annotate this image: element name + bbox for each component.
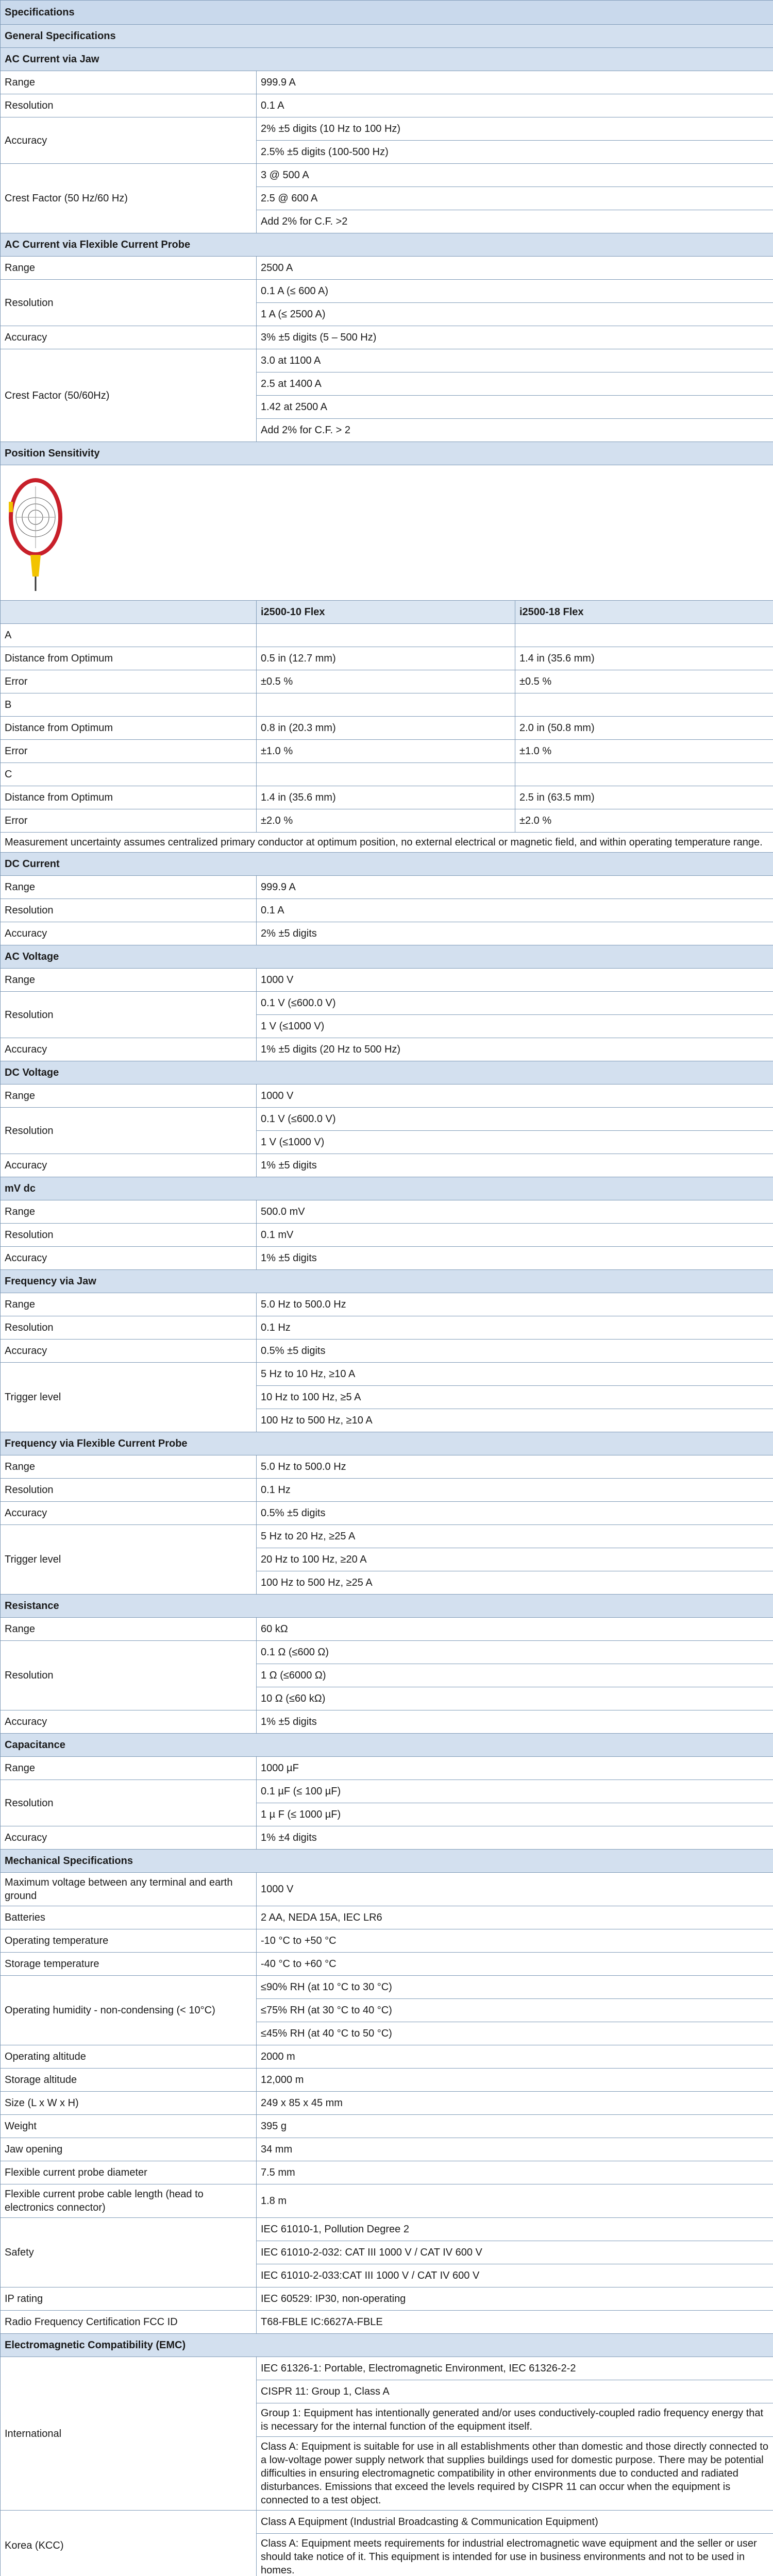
- spec-label: Flexible current probe diameter: [1, 2161, 257, 2184]
- spec-value: Group 1: Equipment has intentionally generated and/or uses conductively-coupled radio frequency energy that is necessary for the internal function of the equipment itself.: [257, 2403, 773, 2437]
- spec-row: [1, 71, 773, 94]
- zone-label: B: [1, 693, 257, 717]
- spec-row: [1, 876, 773, 899]
- spec-label: Accuracy: [1, 1502, 257, 1525]
- spec-row: [1, 1316, 773, 1340]
- spec-value: 1% ±5 digits: [257, 1710, 773, 1734]
- spec-label: Korea (KCC): [1, 2511, 257, 2576]
- spec-value: 0.1 Hz: [257, 1316, 773, 1340]
- spec-row: [1, 2511, 773, 2534]
- spec-label: Accuracy: [1, 1247, 257, 1270]
- spec-label: Weight: [1, 2115, 257, 2138]
- section-header: Position Sensitivity: [1, 442, 773, 465]
- spec-value: ±0.5 %: [515, 670, 773, 693]
- spec-row: [1, 2218, 773, 2241]
- spec-value: -40 °C to +60 °C: [257, 1953, 773, 1976]
- spec-value: ±2.0 %: [257, 809, 515, 833]
- spec-value: 1% ±4 digits: [257, 1826, 773, 1850]
- section-header: AC Voltage: [1, 945, 773, 969]
- section-header: DC Voltage: [1, 1061, 773, 1084]
- section-header: Capacitance: [1, 1734, 773, 1757]
- spec-value: 2% ±5 digits: [257, 922, 773, 945]
- section-header: Electromagnetic Compatibility (EMC): [1, 2334, 773, 2357]
- spec-label: Range: [1, 1618, 257, 1641]
- spec-label: Range: [1, 1293, 257, 1316]
- spec-row: [1, 1618, 773, 1641]
- spec-value: 999.9 A: [257, 71, 773, 94]
- spec-row: [1, 1038, 773, 1061]
- spec-row: [1, 2092, 773, 2115]
- spec-row: [1, 1976, 773, 1999]
- spec-label: Safety: [1, 2218, 257, 2287]
- spec-label: Resolution: [1, 280, 257, 326]
- spec-value: 1000 V: [257, 1084, 773, 1108]
- spec-label: Crest Factor (50 Hz/60 Hz): [1, 164, 257, 233]
- spec-label: Accuracy: [1, 326, 257, 349]
- spec-value: 500.0 mV: [257, 1200, 773, 1224]
- empty-cell: [257, 763, 515, 786]
- spec-value: ≤45% RH (at 40 °C to 50 °C): [257, 2022, 773, 2045]
- spec-value: 20 Hz to 100 Hz, ≥20 A: [257, 1548, 773, 1571]
- spec-value: 1.8 m: [257, 2184, 773, 2218]
- spec-row: [1, 1340, 773, 1363]
- spec-value: 0.1 A: [257, 899, 773, 922]
- spec-value: 1 A (≤ 2500 A): [257, 303, 773, 326]
- spec-row: [1, 1479, 773, 1502]
- spec-value: 5 Hz to 20 Hz, ≥25 A: [257, 1525, 773, 1548]
- spec-row: [1, 2311, 773, 2334]
- spec-row: [1, 2357, 773, 2380]
- spec-value: 34 mm: [257, 2138, 773, 2161]
- spec-value: 5 Hz to 10 Hz, ≥10 A: [257, 1363, 773, 1386]
- spec-label: International: [1, 2357, 257, 2511]
- spec-label: Range: [1, 969, 257, 992]
- spec-label: Operating humidity - non-condensing (< 10°C): [1, 1976, 257, 2045]
- spec-label: Resolution: [1, 1316, 257, 1340]
- section-header: Frequency via Jaw: [1, 1270, 773, 1293]
- spec-row: [1, 1953, 773, 1976]
- spec-value: 0.5% ±5 digits: [257, 1340, 773, 1363]
- spec-label: Resolution: [1, 1641, 257, 1710]
- spec-row: [1, 922, 773, 945]
- section-header: DC Current: [1, 853, 773, 876]
- spec-label: Resolution: [1, 899, 257, 922]
- spec-value: 0.1 V (≤600.0 V): [257, 992, 773, 1015]
- spec-value: 7.5 mm: [257, 2161, 773, 2184]
- spec-row: [1, 326, 773, 349]
- spec-value: 3 @ 500 A: [257, 164, 773, 187]
- spec-value: 2.5 at 1400 A: [257, 372, 773, 396]
- spec-value: ≤90% RH (at 10 °C to 30 °C): [257, 1976, 773, 1999]
- spec-label: Range: [1, 876, 257, 899]
- spec-value: 0.5 in (12.7 mm): [257, 647, 515, 670]
- spec-value: ≤75% RH (at 30 °C to 40 °C): [257, 1999, 773, 2022]
- spec-label: Accuracy: [1, 117, 257, 164]
- spec-value: 0.1 Hz: [257, 1479, 773, 1502]
- section-header: Resistance: [1, 1595, 773, 1618]
- spec-row: [1, 1108, 773, 1131]
- spec-row: [1, 1084, 773, 1108]
- spec-value: 1.42 at 2500 A: [257, 396, 773, 419]
- spec-value: Add 2% for C.F. > 2: [257, 419, 773, 442]
- spec-row: [1, 2045, 773, 2069]
- spec-label: Accuracy: [1, 1826, 257, 1850]
- spec-value: 60 kΩ: [257, 1618, 773, 1641]
- spec-label: Range: [1, 1200, 257, 1224]
- table-title: Specifications: [1, 1, 773, 25]
- empty-cell: [515, 763, 773, 786]
- spec-value: 2 AA, NEDA 15A, IEC LR6: [257, 1906, 773, 1929]
- column-header: i2500-10 Flex: [257, 601, 515, 624]
- spec-row: [1, 1710, 773, 1734]
- spec-value: 3.0 at 1100 A: [257, 349, 773, 372]
- spec-value: 1 Ω (≤6000 Ω): [257, 1664, 773, 1687]
- spec-value: IEC 61326-1: Portable, Electromagnetic Environment, IEC 61326-2-2: [257, 2357, 773, 2380]
- spec-row: [1, 1641, 773, 1664]
- spec-label: Range: [1, 1084, 257, 1108]
- spec-value: 1000 V: [257, 1873, 773, 1906]
- spec-value: 1000 µF: [257, 1757, 773, 1780]
- spec-value: Class A: Equipment is suitable for use in all establishments other than domestic and those directly connected to a low-voltage power supply network that supplies buildings used for domestic purpose. There may be potential difficulties in ensuring electromagnetic compatibility in other environments due to conducted and radiated disturbances. Emissions that exceed the levels required by CISPR 11 can occur when the equipment is connected to a test object.: [257, 2437, 773, 2511]
- spec-label: Maximum voltage between any terminal and earth ground: [1, 1873, 257, 1906]
- spec-label: Distance from Optimum: [1, 786, 257, 809]
- spec-label: Resolution: [1, 94, 257, 117]
- spec-label: Distance from Optimum: [1, 647, 257, 670]
- spec-label: Error: [1, 740, 257, 763]
- spec-label: Resolution: [1, 1479, 257, 1502]
- spec-label: Accuracy: [1, 1340, 257, 1363]
- spec-label: Crest Factor (50/60Hz): [1, 349, 257, 442]
- spec-row: [1, 1780, 773, 1803]
- spec-row: [1, 1929, 773, 1953]
- spec-label: Accuracy: [1, 1038, 257, 1061]
- spec-value: 1 µ F (≤ 1000 µF): [257, 1803, 773, 1826]
- spec-value: 0.1 Ω (≤600 Ω): [257, 1641, 773, 1664]
- spec-value: 5.0 Hz to 500.0 Hz: [257, 1455, 773, 1479]
- spec-value: 100 Hz to 500 Hz, ≥25 A: [257, 1571, 773, 1595]
- spec-value: 1000 V: [257, 969, 773, 992]
- spec-row: [1, 1293, 773, 1316]
- spec-row: [1, 349, 773, 372]
- spec-value: 1 V (≤1000 V): [257, 1131, 773, 1154]
- spec-label: Batteries: [1, 1906, 257, 1929]
- spec-label: Range: [1, 71, 257, 94]
- spec-value: T68-FBLE IC:6627A-FBLE: [257, 2311, 773, 2334]
- spec-row: [1, 2161, 773, 2184]
- spec-value: IEC 61010-1, Pollution Degree 2: [257, 2218, 773, 2241]
- spec-label: Distance from Optimum: [1, 717, 257, 740]
- spec-row: [1, 1826, 773, 1850]
- spec-value: ±1.0 %: [515, 740, 773, 763]
- spec-row: [1, 1455, 773, 1479]
- spec-label: Radio Frequency Certification FCC ID: [1, 2311, 257, 2334]
- section-header: Mechanical Specifications: [1, 1850, 773, 1873]
- spec-label: Trigger level: [1, 1525, 257, 1595]
- spec-value: 0.5% ±5 digits: [257, 1502, 773, 1525]
- empty-cell: [515, 624, 773, 647]
- spec-row: [1, 1247, 773, 1270]
- spec-label: Operating temperature: [1, 1929, 257, 1953]
- spec-value: 2.5% ±5 digits (100-500 Hz): [257, 141, 773, 164]
- probe-head: [9, 478, 62, 556]
- spec-value: 5.0 Hz to 500.0 Hz: [257, 1293, 773, 1316]
- spec-row: [1, 1224, 773, 1247]
- spec-value: ±0.5 %: [257, 670, 515, 693]
- spec-label: Operating altitude: [1, 2045, 257, 2069]
- spec-row: [1, 899, 773, 922]
- spec-value: CISPR 11: Group 1, Class A: [257, 2380, 773, 2403]
- spec-value: 0.1 A: [257, 94, 773, 117]
- probe-handle: [30, 555, 41, 577]
- spec-label: Trigger level: [1, 1363, 257, 1432]
- spec-value: 999.9 A: [257, 876, 773, 899]
- spec-row: [1, 1200, 773, 1224]
- spec-row: [1, 1502, 773, 1525]
- spec-row: [1, 94, 773, 117]
- spec-label: Range: [1, 1757, 257, 1780]
- spec-label: Resolution: [1, 1780, 257, 1826]
- spec-value: -10 °C to +50 °C: [257, 1929, 773, 1953]
- spec-label: Error: [1, 809, 257, 833]
- spec-value: ±1.0 %: [257, 740, 515, 763]
- section-header: Frequency via Flexible Current Probe: [1, 1432, 773, 1455]
- spec-value: 1 V (≤1000 V): [257, 1015, 773, 1038]
- spec-row: [1, 1906, 773, 1929]
- empty-cell: [257, 624, 515, 647]
- spec-label: Accuracy: [1, 1710, 257, 1734]
- spec-label: Accuracy: [1, 1154, 257, 1177]
- spec-row: [1, 117, 773, 141]
- spec-row: [1, 2138, 773, 2161]
- spec-label: Error: [1, 670, 257, 693]
- blank-header: [1, 601, 257, 624]
- spec-label: Storage temperature: [1, 1953, 257, 1976]
- spec-label: IP rating: [1, 2287, 257, 2311]
- spec-value: Class A Equipment (Industrial Broadcasting & Communication Equipment): [257, 2511, 773, 2534]
- spec-label: Range: [1, 1455, 257, 1479]
- spec-value: 0.1 V (≤600.0 V): [257, 1108, 773, 1131]
- probe-diagram-cell: [1, 465, 773, 601]
- spec-row: [1, 2115, 773, 2138]
- spec-row: [1, 164, 773, 187]
- spec-value: 0.1 µF (≤ 100 µF): [257, 1780, 773, 1803]
- spec-row: [1, 992, 773, 1015]
- flexible-probe-position-icon: [5, 473, 72, 592]
- probe-latch: [9, 502, 13, 512]
- spec-value: 100 Hz to 500 Hz, ≥10 A: [257, 1409, 773, 1432]
- spec-value: 2.5 in (63.5 mm): [515, 786, 773, 809]
- spec-value: 2.5 @ 600 A: [257, 187, 773, 210]
- spec-value: 2000 m: [257, 2045, 773, 2069]
- spec-value: 3% ±5 digits (5 – 500 Hz): [257, 326, 773, 349]
- spec-value: Add 2% for C.F. >2: [257, 210, 773, 233]
- section-header: AC Current via Flexible Current Probe: [1, 233, 773, 257]
- empty-cell: [257, 693, 515, 717]
- zone-label: C: [1, 763, 257, 786]
- spec-row: [1, 2069, 773, 2092]
- spec-value: 1.4 in (35.6 mm): [515, 647, 773, 670]
- spec-value: 2500 A: [257, 257, 773, 280]
- spec-label: Resolution: [1, 1224, 257, 1247]
- spec-row: [1, 1873, 773, 1906]
- column-header: i2500-18 Flex: [515, 601, 773, 624]
- empty-cell: [515, 693, 773, 717]
- spec-value: 0.1 A (≤ 600 A): [257, 280, 773, 303]
- section-header: AC Current via Jaw: [1, 48, 773, 71]
- spec-label: Jaw opening: [1, 2138, 257, 2161]
- spec-value: Class A: Equipment meets requirements for industrial electromagnetic wave equipment and the seller or user should take notice of it. This equipment is intended for use in business environments and not to be used in homes.: [257, 2534, 773, 2576]
- spec-value: IEC 61010-2-033:CAT III 1000 V / CAT IV 600 V: [257, 2264, 773, 2287]
- spec-value: 1.4 in (35.6 mm): [257, 786, 515, 809]
- spec-value: 10 Ω (≤60 kΩ): [257, 1687, 773, 1710]
- spec-value: 1% ±5 digits: [257, 1247, 773, 1270]
- spec-row: [1, 969, 773, 992]
- spec-row: [1, 2184, 773, 2218]
- spec-value: 2% ±5 digits (10 Hz to 100 Hz): [257, 117, 773, 141]
- spec-value: 1% ±5 digits: [257, 1154, 773, 1177]
- measurement-note: Measurement uncertainty assumes centralized primary conductor at optimum position, no external electrical or magnetic field, and within operating temperature range.: [1, 833, 773, 853]
- spec-label: Resolution: [1, 992, 257, 1038]
- spec-value: 0.8 in (20.3 mm): [257, 717, 515, 740]
- spec-row: [1, 2287, 773, 2311]
- spec-label: Flexible current probe cable length (head to electronics connector): [1, 2184, 257, 2218]
- spec-value: 2.0 in (50.8 mm): [515, 717, 773, 740]
- spec-value: 0.1 mV: [257, 1224, 773, 1247]
- spec-label: Resolution: [1, 1108, 257, 1154]
- spec-value: ±2.0 %: [515, 809, 773, 833]
- section-header: mV dc: [1, 1177, 773, 1200]
- general-specifications-header: General Specifications: [1, 25, 773, 48]
- spec-row: [1, 1363, 773, 1386]
- spec-row: [1, 1154, 773, 1177]
- spec-row: [1, 1525, 773, 1548]
- spec-value: 1% ±5 digits (20 Hz to 500 Hz): [257, 1038, 773, 1061]
- spec-value: IEC 60529: IP30, non-operating: [257, 2287, 773, 2311]
- spec-row: [1, 257, 773, 280]
- spec-value: 395 g: [257, 2115, 773, 2138]
- zone-label: A: [1, 624, 257, 647]
- spec-row: [1, 280, 773, 303]
- spec-label: Range: [1, 257, 257, 280]
- spec-row: [1, 1757, 773, 1780]
- spec-value: IEC 61010-2-032: CAT III 1000 V / CAT IV 600 V: [257, 2241, 773, 2264]
- spec-value: 10 Hz to 100 Hz, ≥5 A: [257, 1386, 773, 1409]
- spec-label: Size (L x W x H): [1, 2092, 257, 2115]
- spec-label: Storage altitude: [1, 2069, 257, 2092]
- spec-value: 12,000 m: [257, 2069, 773, 2092]
- spec-value: 249 x 85 x 45 mm: [257, 2092, 773, 2115]
- spec-label: Accuracy: [1, 922, 257, 945]
